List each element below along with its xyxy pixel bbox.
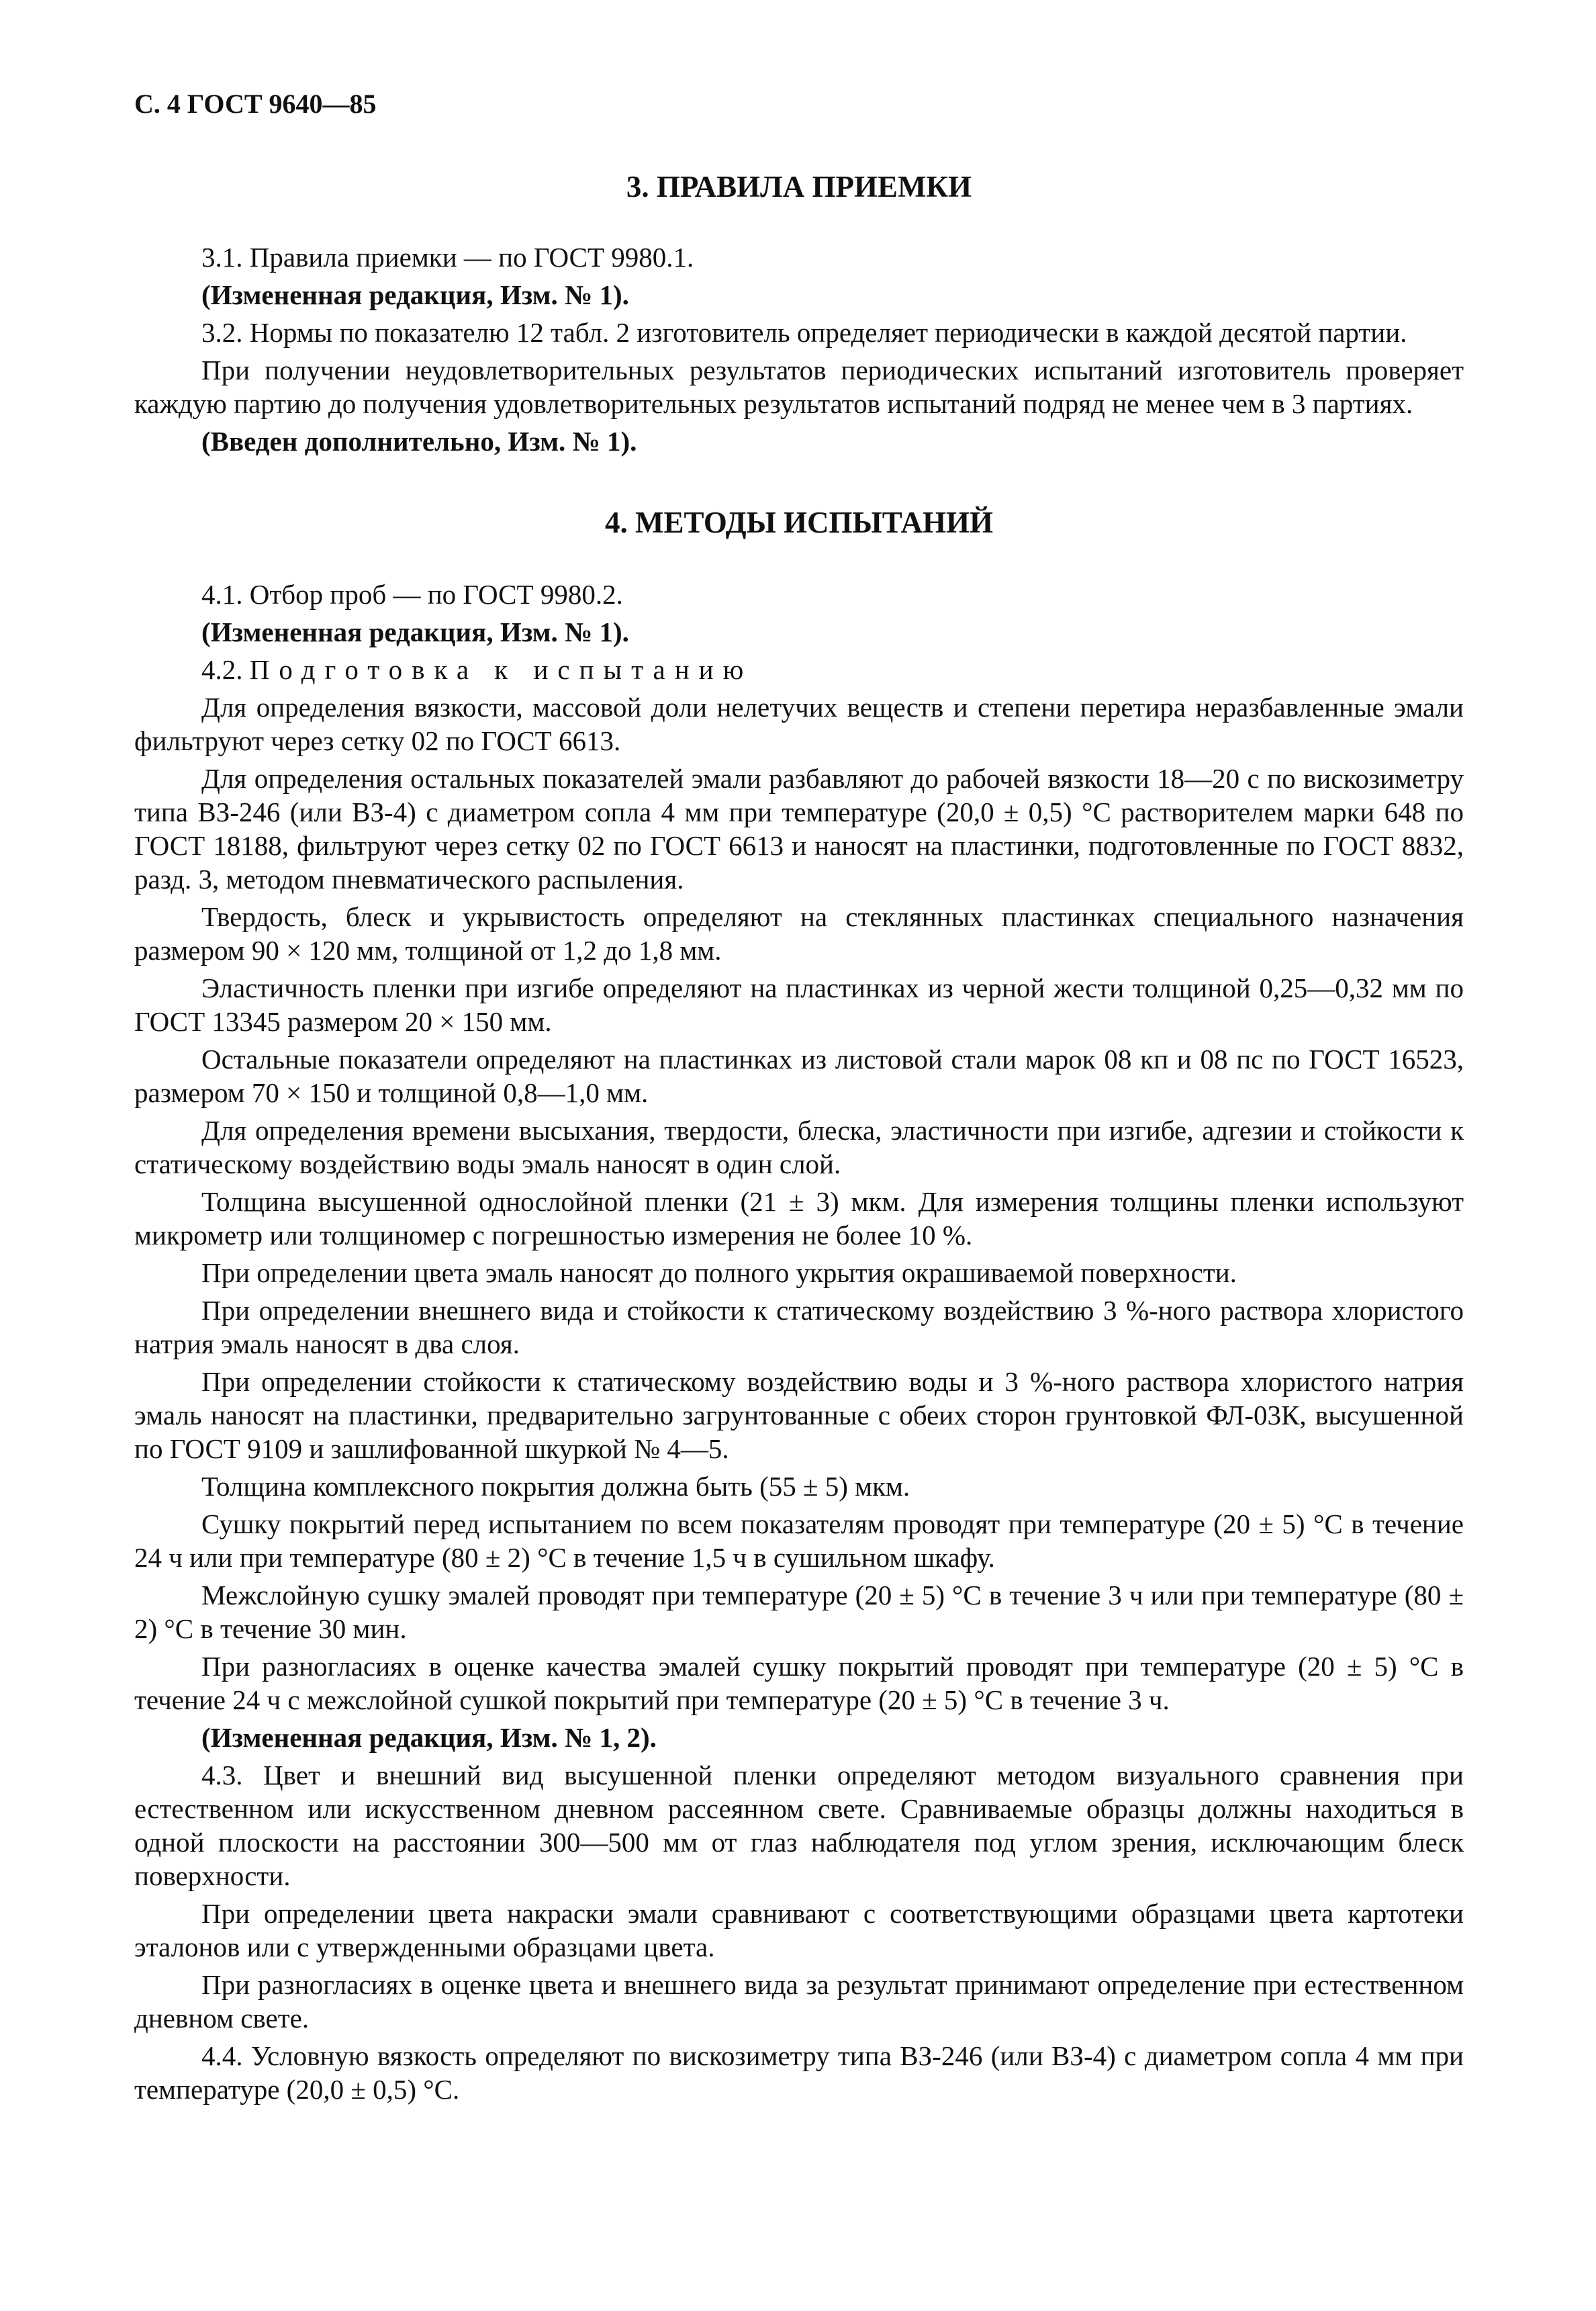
paragraph-3-1: 3.1. Правила приемки — по ГОСТ 9980.1. xyxy=(201,242,694,273)
paragraph-4-4: 4.4. Условную вязкость определяют по вискозиметру типа ВЗ-246 (или ВЗ-4) с диаметром сопла 4 мм при температуре (20,0 ± 0,5) °С. xyxy=(134,2040,1464,2105)
paragraph: При определении цвета эмаль наносят до полного укрытия окрашиваемой поверхности. xyxy=(201,1257,1237,1288)
paragraph: При определении стойкости к статическому воздействию воды и 3 %-ного раствора хлористого натрия эмаль наносят на пластинки, предварительно загрунтованные с обеих сторон грунтовкой ФЛ-03К, высушенной по ГОСТ 9109 и зашлифованной шкуркой № 4—5. xyxy=(134,1366,1464,1464)
clause-number: 4.2. xyxy=(201,654,250,685)
document-page xyxy=(134,87,1464,2110)
section-3-title: 3. ПРАВИЛА ПРИЕМКИ xyxy=(626,170,972,203)
paragraph: При определении цвета накраски эмали сравнивают с соответствующими образцами цвета картотеки эталонов или с утвержденными образцами цвета. xyxy=(134,1898,1464,1962)
amendment-note: (Измененная редакция, Изм. № 1, 2). xyxy=(201,1722,657,1753)
paragraph: Толщина высушенной однослойной пленки (21 ± 3) мкм. Для измерения толщины пленки используют микрометр или толщиномер с погрешностью измерения не более 10 %. xyxy=(134,1186,1464,1251)
paragraph: При определении внешнего вида и стойкости к статическому воздействию 3 %-ного раствора хлористого натрия эмаль наносят в два слоя. xyxy=(134,1295,1464,1359)
running-head: С. 4 ГОСТ 9640—85 xyxy=(134,89,377,119)
paragraph: Для определения времени высыхания, твердости, блеска, эластичности при изгибе, адгезии и стойкости к статическому воздействию воды эмаль наносят в один слой. xyxy=(134,1115,1464,1179)
paragraph: Остальные показатели определяют на пластинках из листовой стали марок 08 кп и 08 пс по ГОСТ 16523, размером 70 × 150 и толщиной 0,8—1,0 мм. xyxy=(134,1044,1464,1108)
paragraph: Для определения остальных показателей эмали разбавляют до рабочей вязкости 18—20 с по вискозиметру типа ВЗ-246 (или ВЗ-4) с диаметром сопла 4 мм при температуре (20,0 ± 0,5) °С растворителем марки 648 по ГОСТ 18188, фильтруют через сетку 02 по ГОСТ 6613 и наносят на пластинки, подготовленные по ГОСТ 8832, разд. 3, методом пневматического распыления. xyxy=(134,763,1464,895)
paragraph-4-3: 4.3. Цвет и внешний вид высушенной пленки определяют методом визуального сравнения при естественном или искусственном дневном рассеянном свете. Сравниваемые образцы должны находиться в одной плоскости на расстоянии 300—500 мм от глаз наблюдателя под углом зрения, исключающим блеск поверхности. xyxy=(134,1760,1464,1891)
amendment-note: (Измененная редакция, Изм. № 1). xyxy=(201,279,629,310)
clause-title: Подготовка к испытанию xyxy=(249,654,753,685)
amendment-note: (Введен дополнительно, Изм. № 1). xyxy=(201,426,637,457)
paragraph: Толщина комплексного покрытия должна быть (55 ± 5) мкм. xyxy=(201,1471,910,1502)
paragraph-4-2-heading xyxy=(134,653,1464,686)
paragraph: Сушку покрытий перед испытанием по всем показателям проводят при температуре (20 ± 5) °С в течение 24 ч или при температуре (80 ± 2) °С в течение 1,5 ч в сушильном шкафу. xyxy=(134,1508,1464,1573)
paragraph: При разногласиях в оценке качества эмалей сушку покрытий проводят при температуре (20 ± 5) °С в течение 24 ч с межслойной сушкой покрытий при температуре (20 ± 5) °С в течение 3 ч. xyxy=(134,1651,1464,1715)
paragraph: Твердость, блеск и укрывистость определяют на стеклянных пластинках специального назначения размером 90 × 120 мм, толщиной от 1,2 до 1,8 мм. xyxy=(134,901,1464,966)
amendment-note: (Измененная редакция, Изм. № 1). xyxy=(201,617,629,647)
paragraph-3-2: 3.2. Нормы по показателю 12 табл. 2 изготовитель определяет периодически в каждой десятой партии. xyxy=(201,317,1407,348)
paragraph: Эластичность пленки при изгибе определяют на пластинках из черной жести толщиной 0,25—0,32 мм по ГОСТ 13345 размером 20 × 150 мм. xyxy=(134,972,1464,1037)
paragraph: При разногласиях в оценке цвета и внешнего вида за результат принимают определение при естественном дневном свете. xyxy=(134,1969,1464,2034)
paragraph: Для определения вязкости, массовой доли нелетучих веществ и степени перетира неразбавленные эмали фильтруют через сетку 02 по ГОСТ 6613. xyxy=(134,692,1464,756)
paragraph: Межслойную сушку эмалей проводят при температуре (20 ± 5) °С в течение 3 ч или при температуре (80 ± 2) °С в течение 30 мин. xyxy=(134,1580,1464,1644)
paragraph-3-2-continued: При получении неудовлетворительных результатов периодических испытаний изготовитель проверяет каждую партию до получения удовлетворительных результатов испытаний подряд не менее чем в 3 партиях. xyxy=(134,355,1464,419)
paragraph-4-1: 4.1. Отбор проб — по ГОСТ 9980.2. xyxy=(201,579,623,610)
section-4-title: 4. МЕТОДЫ ИСПЫТАНИЙ xyxy=(604,506,994,539)
